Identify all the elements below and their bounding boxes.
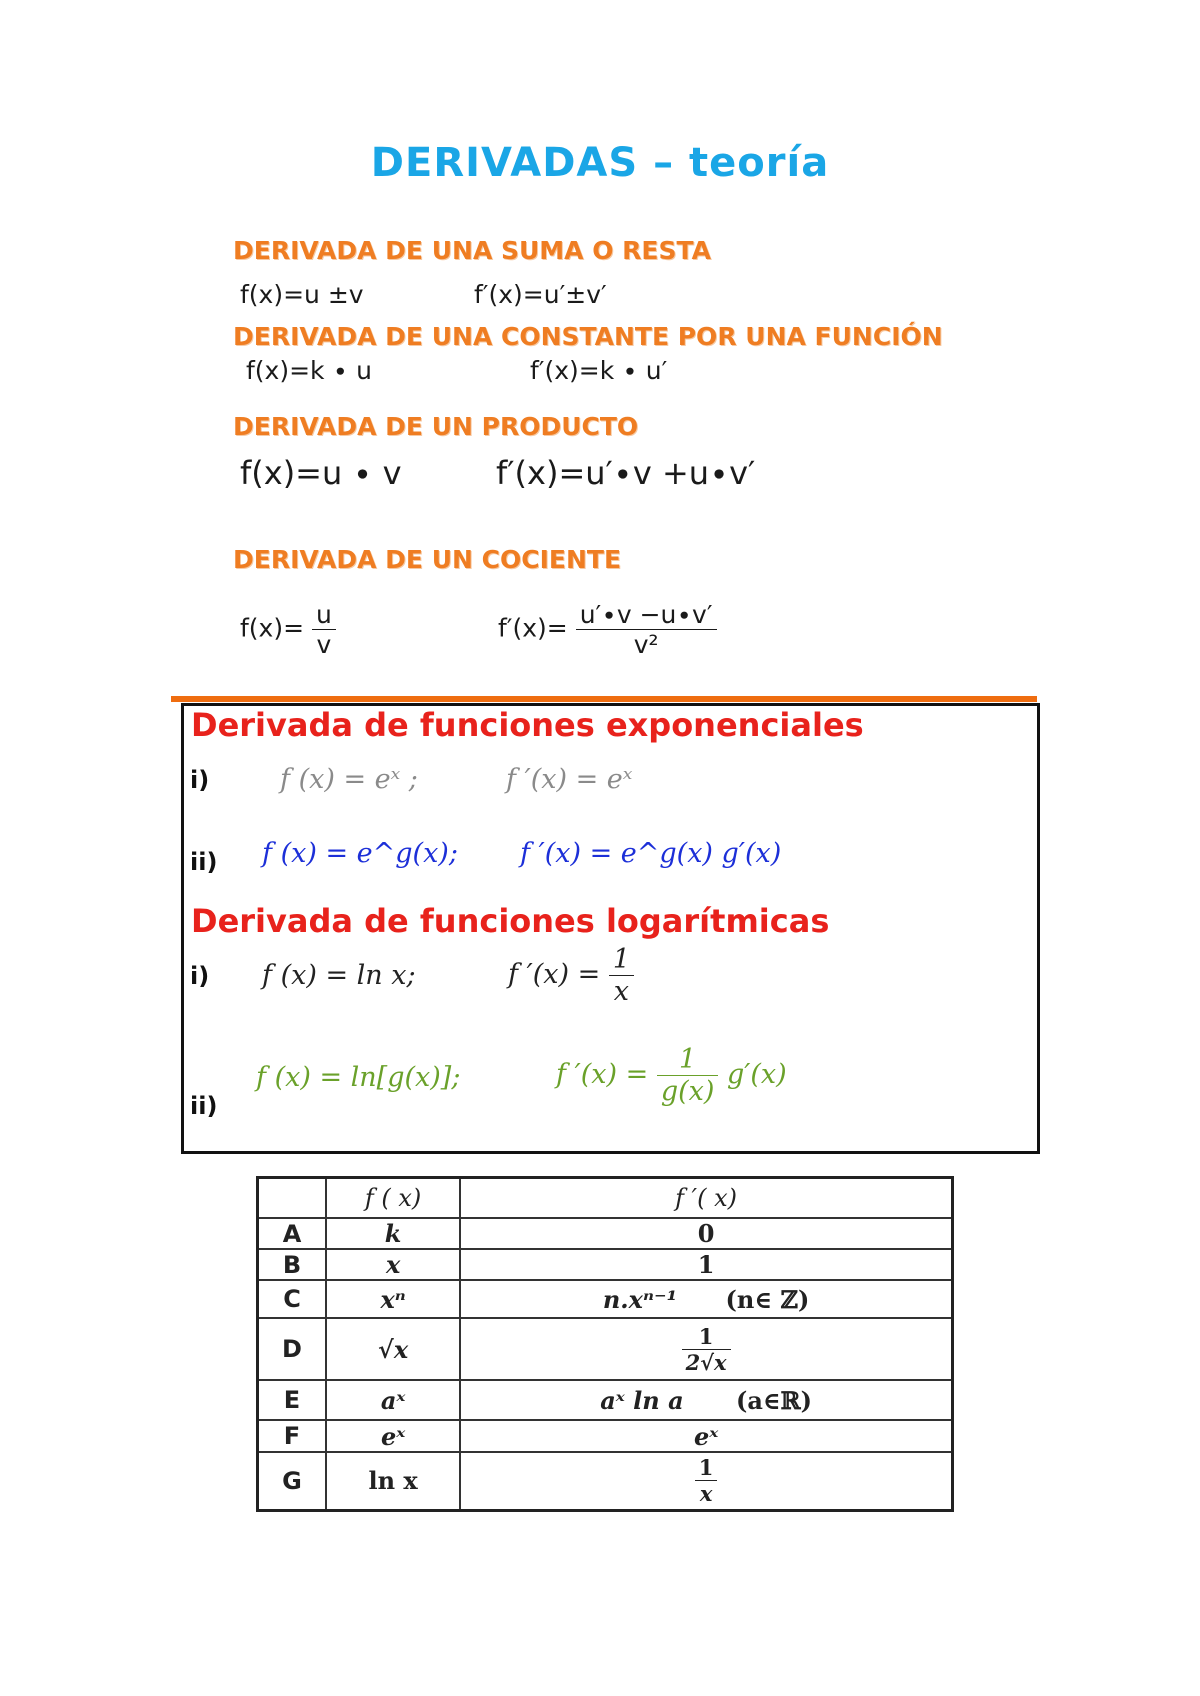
row-derivative: 0 <box>460 1218 952 1249</box>
table-header-function: f ( x) <box>326 1178 460 1219</box>
quotient-numerator: u <box>316 600 332 629</box>
exp-ii-label: ii) <box>190 848 218 876</box>
log-ii-derivative-lhs: f ′(x) = <box>556 1059 649 1090</box>
table-row <box>258 1280 953 1318</box>
log-i-derivative-lhs: f ′(x) = <box>508 959 601 990</box>
log-i-fraction <box>609 944 634 1007</box>
row-function: √x <box>326 1318 460 1380</box>
section-divider <box>171 696 1037 702</box>
table-row <box>258 1249 953 1280</box>
constant-rule-derivative: f′(x)=k ∙ u′ <box>530 356 668 385</box>
derivatives-table <box>256 1176 954 1512</box>
log-i-derivative <box>508 944 634 1007</box>
quotient-fraction <box>312 600 336 659</box>
log-ii-label: ii) <box>190 1092 218 1120</box>
log-i-function: f (x) = ln x; <box>262 960 416 991</box>
log-ii-function: f (x) = ln[g(x)]; <box>256 1062 461 1093</box>
row-function: xⁿ <box>326 1280 460 1318</box>
fraction-numerator: 1 <box>698 1323 714 1349</box>
quotient-rule-derivative <box>498 600 717 659</box>
exp-i-derivative: f ′(x) = eˣ <box>506 764 633 795</box>
exp-ii-derivative: f ′(x) = e^g(x) g′(x) <box>520 838 782 869</box>
quotient-derivative-lhs: f′(x)= <box>498 613 568 643</box>
row-derivative <box>460 1318 952 1380</box>
heading-quotient-rule: DERIVADA DE UN COCIENTE <box>233 545 622 574</box>
row-label: A <box>258 1218 327 1249</box>
log-ii-numerator: 1 <box>679 1044 697 1075</box>
log-ii-derivative-rhs: g′(x) <box>726 1059 787 1090</box>
row-label: E <box>258 1380 327 1420</box>
row-label: D <box>258 1318 327 1380</box>
log-ii-denominator: g(x) <box>657 1075 719 1107</box>
exp-ii-function: f (x) = e^g(x); <box>262 838 458 869</box>
row-label: C <box>258 1280 327 1318</box>
log-i-numerator: 1 <box>612 944 630 975</box>
row-derivative <box>460 1380 952 1420</box>
fraction-numerator: 1 <box>698 1455 714 1481</box>
page-title: DERIVADAS – teoría <box>370 140 830 186</box>
sum-rule-derivative: f′(x)=u′±v′ <box>474 280 607 309</box>
row-derivative-condition: (a∈ℝ) <box>735 1385 812 1415</box>
table-header-blank <box>258 1178 327 1219</box>
quotient-derivative-fraction <box>576 600 717 659</box>
row-label: F <box>258 1420 327 1452</box>
quotient-rule-function <box>240 600 336 659</box>
exp-i-label: i) <box>190 766 210 794</box>
quotient-derivative-numerator: u′∙v −u∙v′ <box>579 600 713 629</box>
row-label: G <box>258 1452 327 1510</box>
row-label: B <box>258 1249 327 1280</box>
log-ii-derivative <box>556 1044 787 1107</box>
row-derivative-fraction <box>682 1324 731 1375</box>
log-i-denominator: x <box>609 975 634 1007</box>
row-derivative-expr: aˣ ln a <box>600 1385 684 1415</box>
quotient-denominator: v <box>312 629 336 659</box>
log-i-label: i) <box>190 962 210 990</box>
row-derivative: eˣ <box>460 1420 952 1452</box>
row-function: k <box>326 1218 460 1249</box>
row-derivative-condition: (n∈ ℤ) <box>725 1284 810 1314</box>
sum-rule-function: f(x)=u ±v <box>240 280 364 309</box>
quotient-lhs: f(x)= <box>240 613 305 643</box>
table-row <box>258 1452 953 1510</box>
row-derivative-fraction <box>695 1455 718 1506</box>
row-derivative-expr: n.xⁿ⁻¹ <box>602 1284 678 1314</box>
fraction-denominator: 2√x <box>682 1349 731 1375</box>
row-function: aˣ <box>326 1380 460 1420</box>
heading-logarithmic: Derivada de funciones logarítmicas <box>191 902 830 940</box>
row-derivative <box>460 1280 952 1318</box>
row-derivative <box>460 1452 952 1510</box>
table-row <box>258 1318 953 1380</box>
fraction-denominator: x <box>695 1480 718 1506</box>
table-header-derivative: f ′( x) <box>460 1178 952 1219</box>
heading-sum-rule: DERIVADA DE UNA SUMA O RESTA <box>233 236 711 265</box>
row-function: x <box>326 1249 460 1280</box>
product-rule-derivative: f′(x)=u′∙v +u∙v′ <box>496 454 756 492</box>
quotient-derivative-denominator: v² <box>576 629 717 659</box>
table-row <box>258 1420 953 1452</box>
product-rule-function: f(x)=u ∙ v <box>240 454 402 492</box>
constant-rule-function: f(x)=k ∙ u <box>246 356 372 385</box>
row-derivative: 1 <box>460 1249 952 1280</box>
table-row <box>258 1218 953 1249</box>
exp-i-function: f (x) = eˣ ; <box>280 764 418 795</box>
table-row <box>258 1380 953 1420</box>
heading-constant-rule: DERIVADA DE UNA CONSTANTE POR UNA FUNCIÓN <box>233 322 943 351</box>
table-header-row <box>258 1178 953 1219</box>
log-ii-fraction <box>657 1044 719 1107</box>
heading-exponential: Derivada de funciones exponenciales <box>191 706 864 744</box>
row-function: ln x <box>326 1452 460 1510</box>
row-function: eˣ <box>326 1420 460 1452</box>
heading-product-rule: DERIVADA DE UN PRODUCTO <box>233 412 639 441</box>
